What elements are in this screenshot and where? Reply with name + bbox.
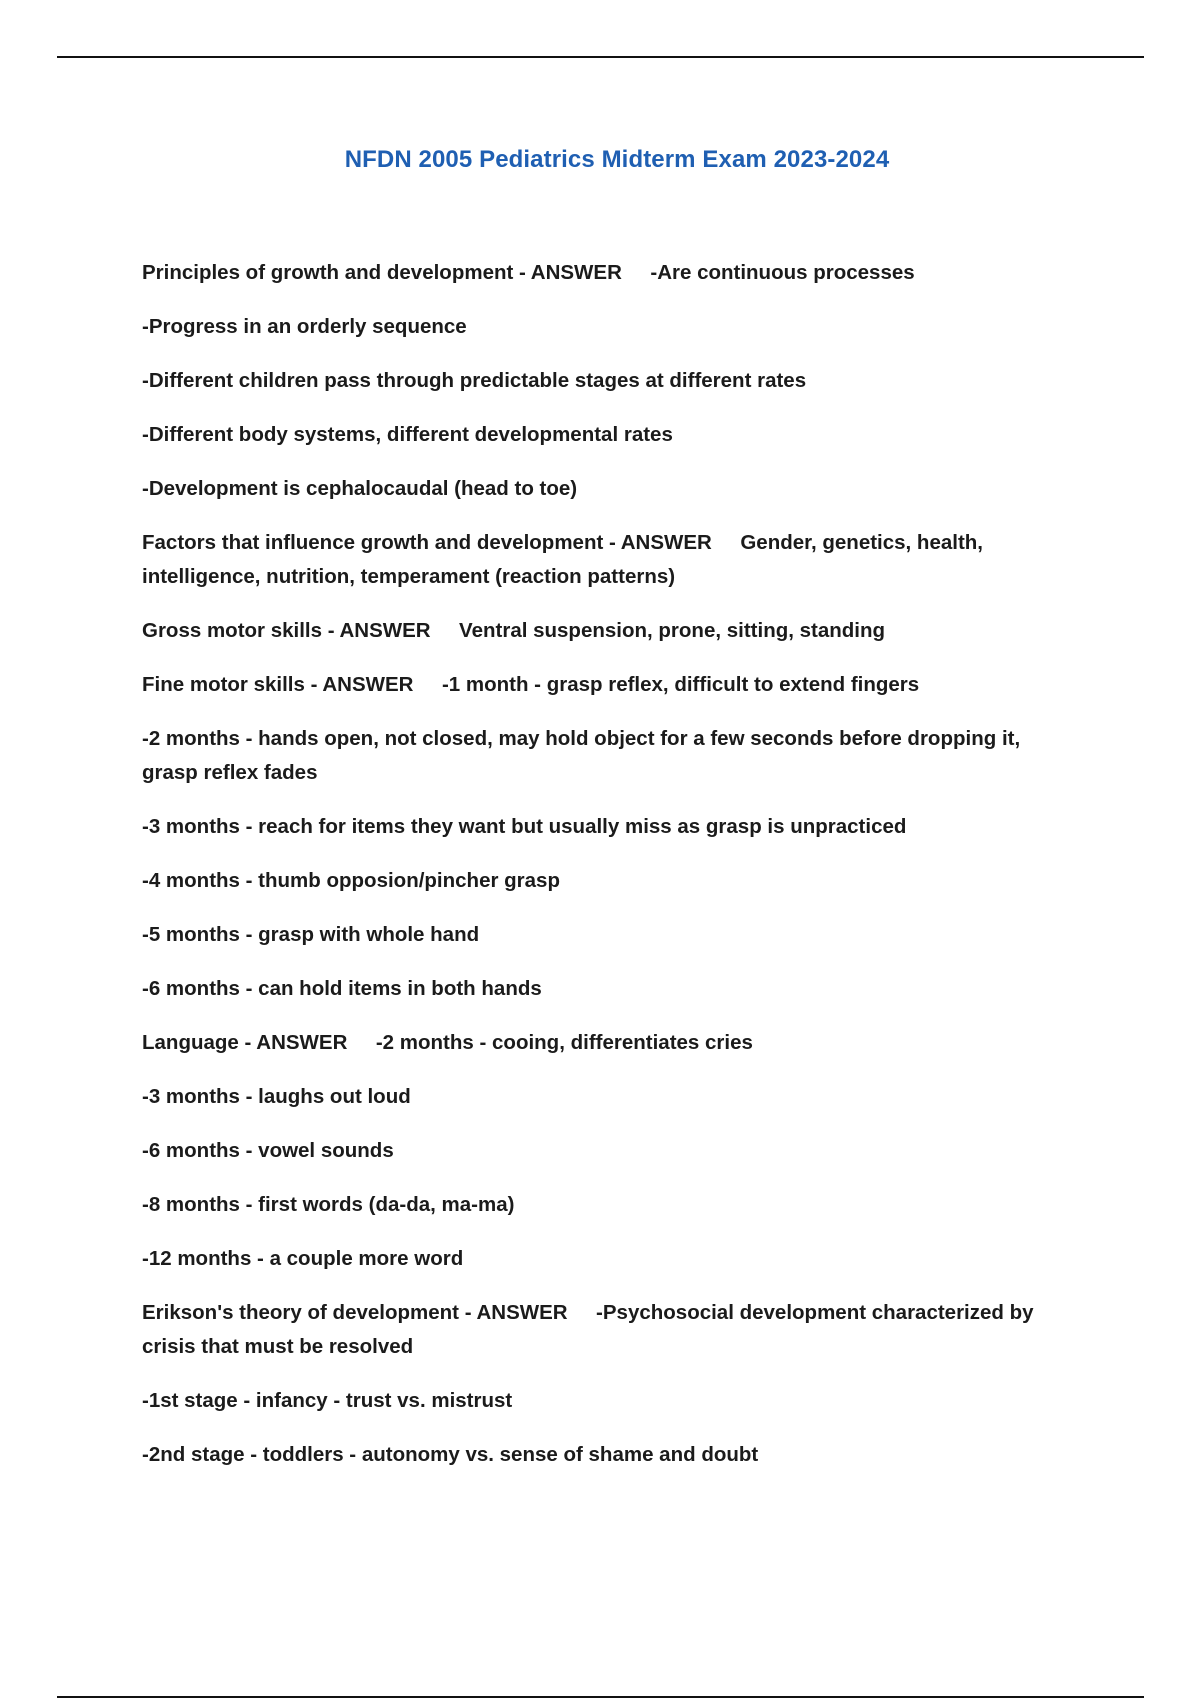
text-line: Gross motor skills - ANSWER Ventral suspension, prone, sitting, standing (142, 619, 886, 642)
text-line: -2 months - hands open, not closed, may hold object for a few seconds before dropping it, grasp reflex fades (142, 727, 1026, 784)
text-line: -1st stage - infancy - trust vs. mistrust (142, 1389, 513, 1412)
text-line: -8 months - first words (da-da, ma-ma) (142, 1193, 515, 1216)
text-line: -Different body systems, different developmental rates (142, 423, 673, 446)
text-line: -5 months - grasp with whole hand (142, 923, 480, 946)
text-line: Principles of growth and development - ANSWER -Are continuous processes (142, 261, 915, 284)
bottom-divider (57, 1696, 1144, 1698)
top-divider (57, 56, 1144, 58)
text-line: -6 months - can hold items in both hands (142, 977, 542, 1000)
text-line: -6 months - vowel sounds (142, 1139, 394, 1162)
text-line: Language - ANSWER -2 months - cooing, differentiates cries (142, 1031, 753, 1054)
document-title: NFDN 2005 Pediatrics Midterm Exam 2023-2024 (344, 146, 890, 173)
text-line: -4 months - thumb opposion/pincher grasp (142, 869, 560, 892)
document-body (142, 256, 1072, 1492)
text-line: -Progress in an orderly sequence (142, 315, 467, 338)
text-line: -Different children pass through predictable stages at different rates (142, 369, 807, 392)
text-line: -2nd stage - toddlers - autonomy vs. sense of shame and doubt (142, 1443, 759, 1466)
text-line: Erikson's theory of development - ANSWER -Psychosocial development characterized by crisis that must be resolved (142, 1301, 1040, 1358)
text-line: Fine motor skills - ANSWER -1 month - grasp reflex, difficult to extend fingers (142, 673, 920, 696)
text-line: -3 months - laughs out loud (142, 1085, 411, 1108)
text-line: -12 months - a couple more word (142, 1247, 464, 1270)
text-line: Factors that influence growth and development - ANSWER Gender, genetics, health, intelligence, nutrition, temperament (reaction patterns) (142, 531, 989, 588)
text-line: -3 months - reach for items they want but usually miss as grasp is unpracticed (142, 815, 907, 838)
text-line: -Development is cephalocaudal (head to toe) (142, 477, 578, 500)
